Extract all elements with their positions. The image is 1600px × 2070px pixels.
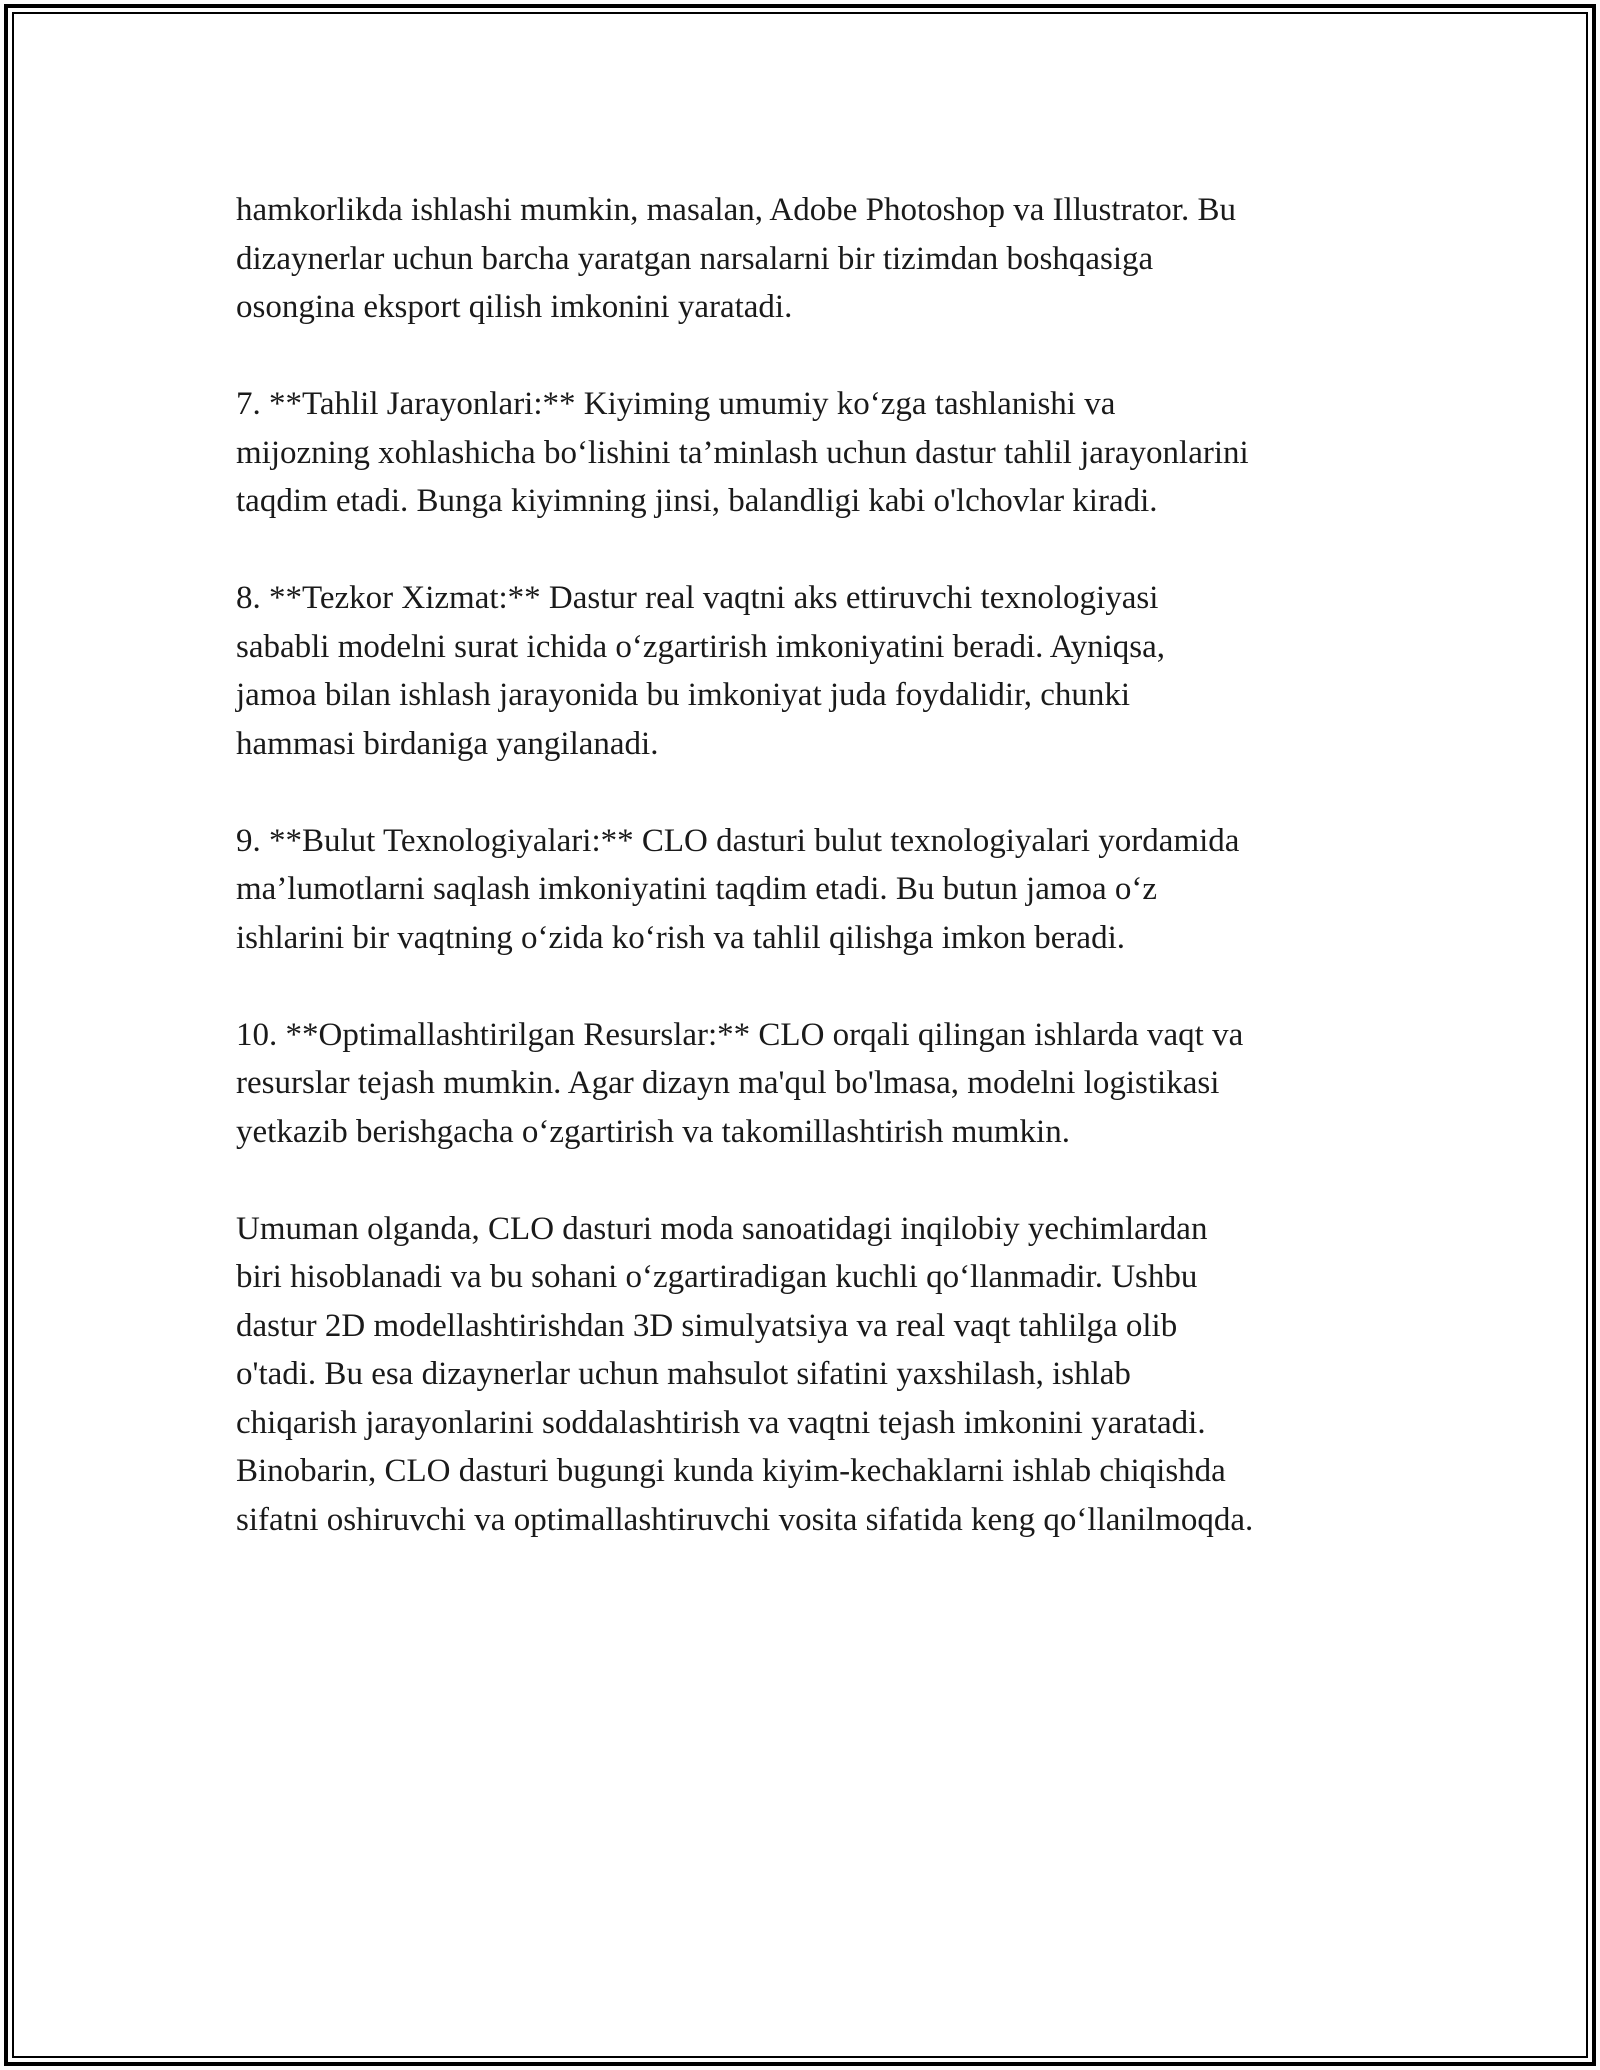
document-body: [236, 186, 1386, 1593]
text-line: dastur 2D modellashtirishdan 3D simulyatsiya va real vaqt tahlilga olib: [236, 1307, 1178, 1344]
paragraph-item-10: [236, 1011, 1386, 1157]
text-line: hammasi birdaniga yangilanadi.: [236, 725, 659, 762]
text-line: taqdim etadi. Bunga kiyimning jinsi, balandligi kabi o'lchovlar kiradi.: [236, 483, 1158, 519]
text-line: ma’lumotlarni saqlash imkoniyatini taqdim etadi. Bu butun jamoa o‘z: [236, 871, 1158, 907]
text-line: dizaynerlar uchun barcha yaratgan narsalarni bir tizimdan boshqasiga: [236, 240, 1154, 277]
text-line: o'tadi. Bu esa dizaynerlar uchun mahsulot sifatini yaxshilash, ishlab: [236, 1356, 1131, 1392]
text-line: mijozning xohlashicha bo‘lishini ta’minlash uchun dastur tahlil jarayonlarini: [236, 434, 1249, 471]
paragraph-item-9: [236, 817, 1386, 963]
text-line: resurslar tejash mumkin. Agar dizayn ma'qul bo'lmasa, modelni logistikasi: [236, 1065, 1220, 1101]
text-line: 10. **Optimallashtirilgan Resurslar:** CLO orqali qilingan ishlarda vaqt va: [236, 1016, 1244, 1053]
text-line: osongina eksport qilish imkonini yaratadi.: [236, 289, 793, 325]
text-line: Binobarin, CLO dasturi bugungi kunda kiyim-kechaklarni ishlab chiqishda: [236, 1453, 1226, 1489]
text-line: yetkazib berishgacha o‘zgartirish va takomillashtirish mumkin.: [236, 1113, 1070, 1150]
text-line: ishlarini bir vaqtning o‘zida ko‘rish va tahlil qilishga imkon beradi.: [236, 919, 1125, 956]
paragraph-item-8: [236, 574, 1386, 768]
paragraph-conclusion: [236, 1205, 1386, 1545]
text-line: biri hisoblanadi va bu sohani o‘zgartiradigan kuchli qo‘llanmadir. Ushbu: [236, 1259, 1198, 1295]
text-line: hamkorlikda ishlashi mumkin, masalan, Adobe Photoshop va Illustrator. Bu: [236, 192, 1236, 228]
text-line: 9. **Bulut Texnologiyalari:** CLO dasturi bulut texnologiyalari yordamida: [236, 822, 1240, 859]
text-line: 8. **Tezkor Xizmat:** Dastur real vaqtni aks ettiruvchi texnologiyasi: [236, 580, 1159, 616]
text-line: Umuman olganda, CLO dasturi moda sanoatidagi inqilobiy yechimlardan: [236, 1210, 1208, 1247]
text-line: jamoa bilan ishlash jarayonida bu imkoniyat juda foydalidir, chunki: [236, 677, 1131, 713]
text-line: chiqarish jarayonlarini soddalashtirish va vaqtni tejash imkonini yaratadi.: [236, 1404, 1206, 1441]
text-line: sababli modelni surat ichida o‘zgartirish imkoniyatini beradi. Ayniqsa,: [236, 628, 1166, 665]
paragraph-export: [236, 186, 1386, 332]
paragraph-item-7: [236, 380, 1386, 526]
text-line: sifatni oshiruvchi va optimallashtiruvchi vosita sifatida keng qo‘llanilmoqda.: [236, 1501, 1254, 1538]
text-line: 7. **Tahlil Jarayonlari:** Kiyiming umumiy ko‘zga tashlanishi va: [236, 386, 1116, 422]
